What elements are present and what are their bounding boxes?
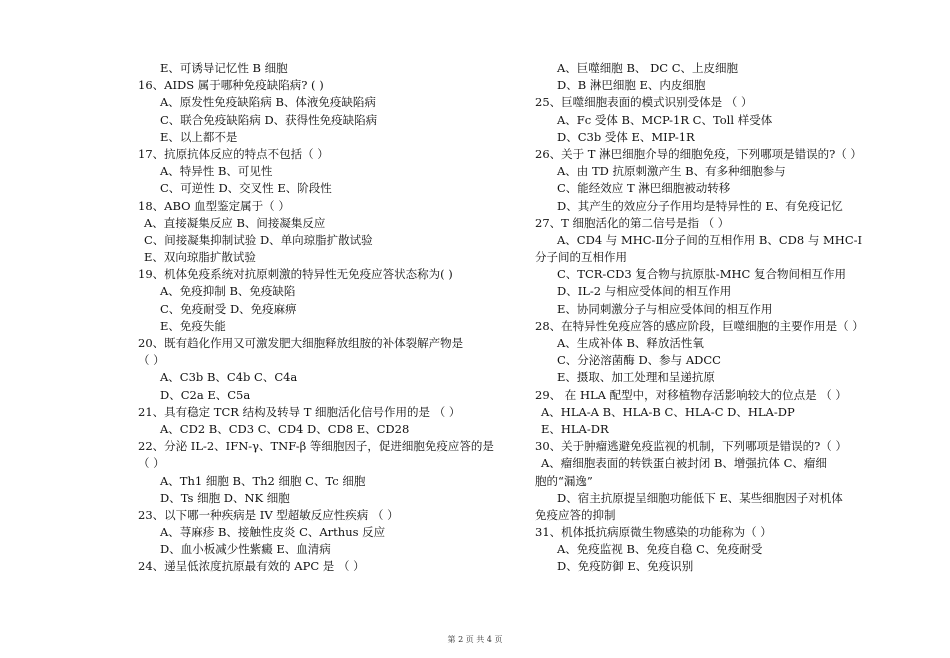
text-line: A、直接凝集反应 B、间接凝集反应	[144, 215, 326, 230]
text-line: （ ）	[138, 353, 165, 368]
text-line: 17、抗原抗体反应的特点不包括（ ）	[138, 146, 329, 161]
text-line: A、免疫监视 B、免疫自稳 C、免疫耐受	[557, 542, 763, 557]
page-footer: 第 2 页 共 4 页	[447, 635, 503, 644]
text-line: A、Fc 受体 B、MCP-1R C、Toll 样受体	[557, 112, 773, 127]
text-line: 27、T 细胞活化的第二信号是指 （ ）	[535, 215, 730, 230]
text-line: D、C3b 受体 E、MIP-1R	[557, 129, 695, 144]
text-line: 免疫应答的抑制	[535, 507, 616, 522]
text-line: E、双向琼脂扩散试验	[144, 250, 256, 265]
text-line: D、宿主抗原提呈细胞功能低下 E、某些细胞因子对机体	[557, 490, 843, 505]
text-line: E、可诱导记忆性 B 细胞	[160, 61, 288, 75]
text-line: A、CD2 B、CD3 C、CD4 D、CD8 E、CD28	[160, 421, 410, 436]
text-line: A、C3b B、C4b C、C4a	[160, 370, 298, 385]
text-line: A、由 TD 抗原刺激产生 B、有多种细胞参与	[557, 164, 786, 179]
text-line: D、Ts 细胞 D、NK 细胞	[160, 490, 290, 505]
text-line: 22、分泌 IL-2、IFN-γ、TNF-β 等细胞因子，促进细胞免疫应答的是	[138, 439, 494, 454]
text-line: E、HLA-DR	[541, 421, 609, 436]
text-line: A、荨麻疹 B、接触性皮炎 C、Arthus 反应	[160, 525, 386, 540]
text-line: E、以上都不是	[160, 129, 238, 144]
text-line: 28、在特异性免疫应答的感应阶段，巨噬细胞的主要作用是（ ）	[535, 318, 864, 333]
text-line: C、能经效应 T 淋巴细胞被动转移	[557, 181, 731, 196]
text-line: E、协同刺激分子与相应受体间的相互作用	[557, 301, 773, 316]
text-line: C、TCR-CD3 复合物与抗原肽-MHC 复合物间相互作用	[557, 267, 846, 282]
text-line: 30、关于肿瘤逃避免疫监视的机制，下列哪项是错误的?（ ）	[535, 439, 847, 454]
text-line: C、可逆性 D、交叉性 E、阶段性	[160, 181, 332, 196]
text-line: 26、关于 T 淋巴细胞介导的细胞免疫，下列哪项是错误的?（ ）	[535, 146, 862, 161]
right-column	[535, 60, 895, 576]
text-line: D、血小板减少性紫癜 E、血清病	[160, 542, 331, 557]
text-line: 24、递呈低浓度抗原最有效的 APC 是 （ ）	[138, 559, 365, 574]
text-line: 分子间的互相作用	[535, 250, 627, 265]
text-line: D、B 淋巴细胞 E、内皮细胞	[557, 78, 706, 93]
text-line: E、摄取、加工处理和呈递抗原	[557, 370, 715, 385]
text-line: 胞的“漏逸”	[535, 473, 593, 488]
text-line: D、C2a E、C5a	[160, 387, 251, 402]
text-line: 19、机体免疫系统对抗原刺激的特异性无免疫应答状态称为( )	[138, 267, 453, 282]
text-line: D、其产生的效应分子作用均是特异性的 E、有免疫记忆	[557, 198, 843, 213]
text-line: A、特异性 B、可见性	[160, 164, 273, 179]
text-line: 25、巨噬细胞表面的模式识别受体是 （ ）	[535, 95, 753, 110]
text-line: C、免疫耐受 D、免疫麻痹	[160, 301, 297, 316]
text-line: 29、 在 HLA 配型中，对移植物存活影响较大的位点是 （ ）	[535, 387, 847, 402]
text-line: 31、机体抵抗病原微生物感染的功能称为（ ）	[535, 525, 772, 540]
text-line: A、Th1 细胞 B、Th2 细胞 C、Tc 细胞	[160, 473, 366, 488]
text-line: D、免疫防御 E、免疫识别	[557, 559, 694, 574]
left-column	[138, 60, 500, 576]
text-line: A、免疫抑制 B、免疫缺陷	[160, 284, 296, 299]
text-line: 18、ABO 血型鉴定属于（ ）	[138, 198, 290, 213]
text-line: A、生成补体 B、释放活性氧	[557, 336, 704, 350]
text-line: 20、既有趋化作用又可激发肥大细胞释放组胺的补体裂解产物是	[138, 336, 464, 350]
text-line: （ ）	[138, 456, 165, 471]
text-line: C、联合免疫缺陷病 D、获得性免疫缺陷病	[160, 112, 378, 127]
text-line: C、间接凝集抑制试验 D、单向琼脂扩散试验	[144, 232, 373, 247]
text-line: 21、具有稳定 TCR 结构及转导 T 细胞活化信号作用的是 （ ）	[138, 404, 461, 419]
text-line: A、原发性免疫缺陷病 B、体液免疫缺陷病	[160, 95, 376, 110]
text-line: C、分泌溶菌酶 D、参与 ADCC	[557, 353, 721, 368]
text-line: A、巨噬细胞 B、 DC C、上皮细胞	[557, 61, 739, 75]
text-line: A、瘤细胞表面的转铁蛋白被封闭 B、增强抗体 C、瘤细	[541, 456, 827, 471]
text-line: D、IL-2 与相应受体间的相互作用	[557, 284, 732, 299]
text-line: 23、以下哪一种疾病是 IV 型超敏反应性疾病 （ ）	[138, 507, 399, 522]
text-line: A、CD4 与 MHC-Ⅱ分子间的互相作用 B、CD8 与 MHC-Ⅰ	[557, 232, 863, 247]
text-line: E、免疫失能	[160, 318, 226, 333]
text-line: 16、AIDS 属于哪种免疫缺陷病? ( )	[138, 78, 324, 93]
text-line: A、HLA-A B、HLA-B C、HLA-C D、HLA-DP	[541, 404, 795, 419]
